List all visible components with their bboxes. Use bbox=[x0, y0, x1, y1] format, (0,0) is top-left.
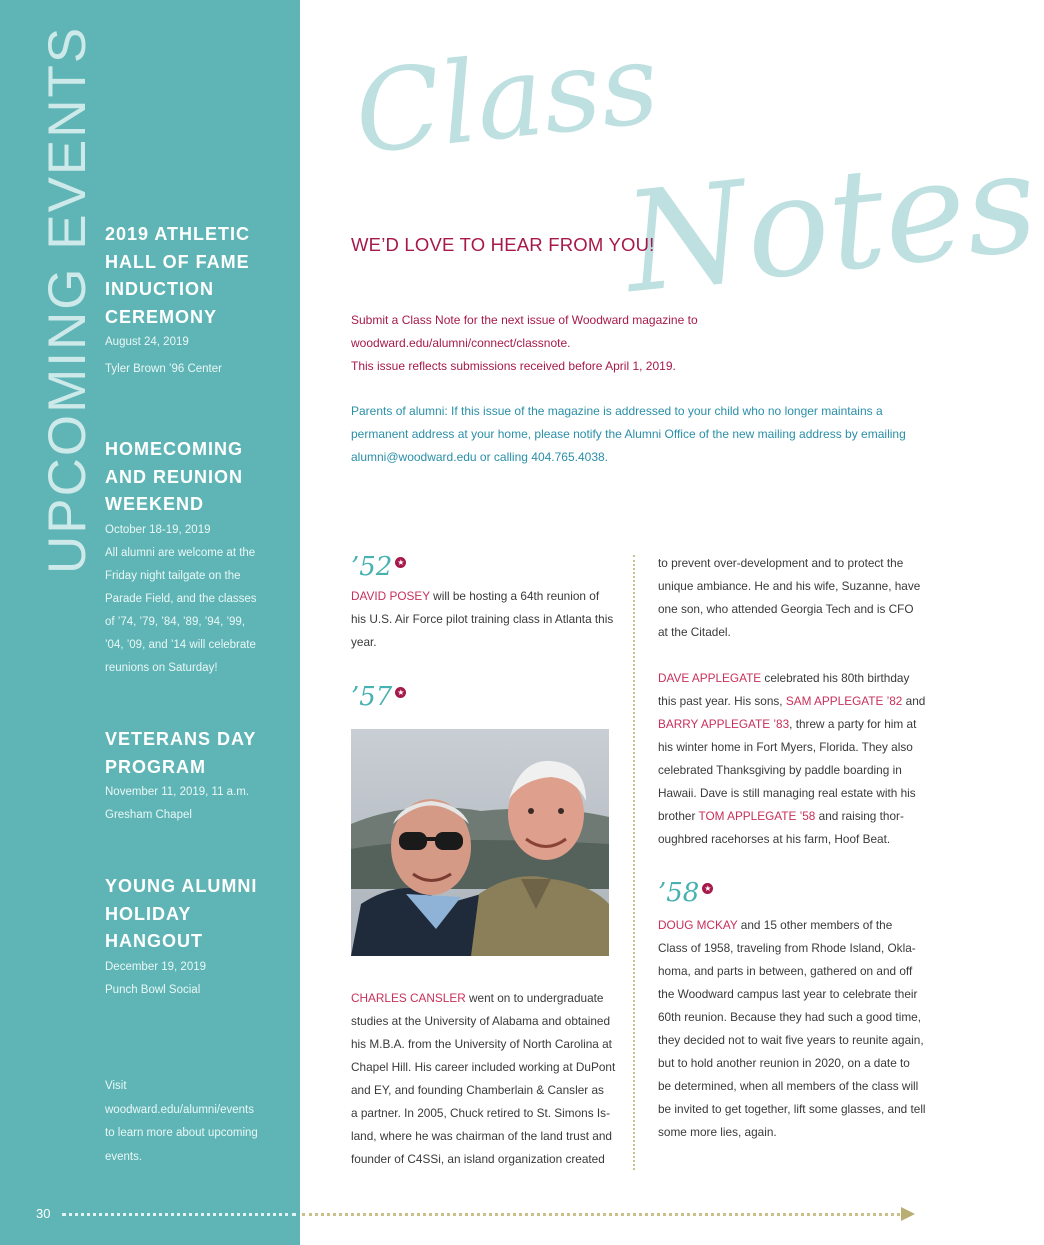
note-line: oughbred racehorses at his farm, Hoof Beat. bbox=[658, 832, 891, 846]
note-58 bbox=[658, 914, 938, 1144]
page-headline: WE’D LOVE TO HEAR FROM YOU! bbox=[351, 234, 655, 255]
note-line: at the Citadel. bbox=[658, 625, 731, 639]
event-detail: reunions on Saturday! bbox=[105, 661, 218, 674]
parents-line: alumni@woodward.edu or calling 404.765.4038. bbox=[351, 450, 609, 464]
year-label: ’52 bbox=[351, 552, 393, 582]
note-line: 60th reunion. Because they had such a good time, bbox=[658, 1010, 921, 1024]
year-label: ’57 bbox=[351, 682, 393, 712]
note-line bbox=[658, 914, 938, 937]
event-title-line: WEEKEND bbox=[105, 494, 205, 514]
event-title-line: HOMECOMING bbox=[105, 439, 243, 459]
event-title bbox=[105, 436, 285, 519]
photo-image bbox=[351, 729, 609, 956]
event-location: Gresham Chapel bbox=[105, 809, 192, 821]
note-line: the Woodward campus last year to celebrate their bbox=[658, 987, 918, 1001]
visit-line: events. bbox=[105, 1150, 143, 1163]
class-year-52 bbox=[351, 552, 406, 582]
note-52 bbox=[351, 585, 621, 654]
note-line: Class of 1958, traveling from Rhode Island, Okla- bbox=[658, 941, 916, 955]
note-line: his M.B.A. from the University of North Carolina at bbox=[351, 1037, 612, 1051]
event-title bbox=[105, 726, 285, 781]
note-text: celebrated his 80th birthday bbox=[761, 671, 910, 685]
event-detail: Friday night tailgate on the bbox=[105, 569, 241, 582]
submit-line: Submit a Class Note for the next issue of Woodward magazine to bbox=[351, 313, 698, 327]
event-title bbox=[105, 873, 285, 956]
note-text: , threw a party for him at bbox=[789, 717, 917, 731]
note-line: one son, who attended Georgia Tech and is CFO bbox=[658, 602, 914, 616]
dotted-rule-left bbox=[62, 1213, 296, 1216]
event-date: October 18-19, 2019 bbox=[105, 523, 211, 536]
note-line: year. bbox=[351, 635, 377, 649]
note-line: unique ambiance. He and his wife, Suzanne, have bbox=[658, 579, 921, 593]
visit-line: Visit bbox=[105, 1080, 127, 1092]
parents-notice bbox=[351, 400, 926, 469]
note-line: founder of C4SSi, an island organization created bbox=[351, 1152, 605, 1166]
note-text: brother bbox=[658, 809, 699, 823]
sidebar bbox=[0, 0, 300, 1245]
note-line: they decided not to wait five years to reunite again, bbox=[658, 1033, 924, 1047]
alumni-name: DOUG MCKAY bbox=[658, 918, 738, 932]
page-number: 30 bbox=[36, 1206, 51, 1221]
event-detail: ’04, ’09, and ’14 will celebrate bbox=[105, 638, 256, 651]
dotted-rule-right bbox=[302, 1213, 900, 1216]
note-text: will be hosting a 64th reunion of bbox=[429, 589, 600, 603]
classnote-link[interactable]: woodward.edu/alumni/connect/classnote. bbox=[351, 336, 571, 350]
note-text: went on to undergraduate bbox=[465, 991, 604, 1005]
submit-instructions bbox=[351, 309, 911, 378]
class-year-57 bbox=[351, 682, 406, 712]
event-hall-of-fame bbox=[105, 221, 285, 381]
note-applegate bbox=[658, 667, 933, 851]
note-line bbox=[351, 585, 621, 608]
note-text: and bbox=[902, 694, 926, 708]
events-link[interactable]: woodward.edu/alumni/events bbox=[105, 1103, 254, 1116]
note-line: be determined, when all members of the class will bbox=[658, 1079, 919, 1093]
note-line bbox=[658, 667, 933, 690]
event-title-line: INDUCTION bbox=[105, 279, 214, 299]
alumni-name: BARRY APPLEGATE ’83 bbox=[658, 717, 790, 731]
visit-note bbox=[105, 1075, 285, 1169]
alumni-photo bbox=[351, 729, 609, 956]
note-line: studies at the University of Alabama and obtained bbox=[351, 1014, 611, 1028]
year-label: ’58 bbox=[658, 878, 700, 908]
note-text: this past year. His sons, bbox=[658, 694, 786, 708]
star-icon: ★ bbox=[397, 558, 405, 568]
star-icon: ★ bbox=[704, 884, 712, 894]
note-line: Hawaii. Dave is still managing real estate with his bbox=[658, 786, 916, 800]
event-detail: Parade Field, and the classes bbox=[105, 592, 257, 605]
event-title bbox=[105, 221, 285, 331]
event-veterans-day bbox=[105, 726, 285, 827]
note-line bbox=[658, 713, 933, 736]
note-line: to prevent over-development and to protect the bbox=[658, 556, 904, 570]
note-line: celebrated Thanksgiving by paddle boarding in bbox=[658, 763, 902, 777]
event-title-line: 2019 ATHLETIC bbox=[105, 224, 251, 244]
note-line: and EY, and founding Chamberlain & Cansler as bbox=[351, 1083, 604, 1097]
event-location: Tyler Brown ’96 Center bbox=[105, 363, 222, 375]
note-line: but to hold another reunion in 2020, on a date to bbox=[658, 1056, 910, 1070]
class-year-58 bbox=[658, 878, 713, 908]
note-line bbox=[658, 805, 933, 828]
alumni-name: CHARLES CANSLER bbox=[351, 991, 466, 1005]
note-text: and raising thor- bbox=[815, 809, 904, 823]
note-line bbox=[351, 987, 626, 1010]
event-detail: of ’74, ’79, ’84, ’89, ’94, ’99, bbox=[105, 615, 246, 628]
event-title-line: HANGOUT bbox=[105, 931, 203, 951]
note-57-continued bbox=[658, 552, 933, 644]
note-line bbox=[658, 690, 933, 713]
event-title-line: CEREMONY bbox=[105, 306, 218, 327]
event-date: December 19, 2019 bbox=[105, 960, 207, 973]
sidebar-vertical-title: UPCOMING EVENTS bbox=[38, 25, 97, 574]
alumni-name: DAVID POSEY bbox=[351, 589, 430, 603]
script-heading-notes: Notes bbox=[617, 120, 1044, 325]
note-line: land, where he was chairman of the land trust and bbox=[351, 1129, 612, 1143]
note-line: his winter home in Fort Myers, Florida. They also bbox=[658, 740, 913, 754]
event-title-line: HALL OF FAME bbox=[105, 251, 250, 272]
note-line: a partner. In 2005, Chuck retired to St. Simons Is- bbox=[351, 1106, 611, 1120]
script-heading-class: Class bbox=[349, 18, 665, 180]
alumni-name: TOM APPLEGATE ’58 bbox=[698, 809, 816, 823]
submit-line: This issue reflects submissions received before April 1, 2019. bbox=[351, 359, 676, 373]
event-title-line: HOLIDAY bbox=[105, 903, 192, 924]
parents-line: Parents of alumni: If this issue of the magazine is addressed to your child who no longer maintains a bbox=[351, 404, 883, 418]
event-detail: All alumni are welcome at the bbox=[105, 546, 256, 559]
event-location: Punch Bowl Social bbox=[105, 983, 201, 996]
note-line: homa, and parts in between, gathered on and off bbox=[658, 964, 913, 978]
column-divider bbox=[633, 555, 635, 1170]
parents-line: permanent address at your home, please notify the Alumni Office of the new mailing address by emailing bbox=[351, 427, 906, 441]
alumni-name: DAVE APPLEGATE bbox=[658, 671, 762, 685]
event-date: November 11, 2019, 11 a.m. bbox=[105, 786, 250, 798]
event-homecoming bbox=[105, 436, 285, 680]
note-line: be invited to get together, lift some glasses, and tell bbox=[658, 1102, 926, 1116]
event-title-line: AND REUNION bbox=[105, 466, 244, 487]
arrow-right-icon bbox=[901, 1207, 915, 1221]
event-date: August 24, 2019 bbox=[105, 336, 189, 348]
event-young-alumni bbox=[105, 873, 285, 1002]
visit-line: to learn more about upcoming bbox=[105, 1127, 258, 1139]
note-line: his U.S. Air Force pilot training class in Atlanta this bbox=[351, 612, 614, 626]
star-icon: ★ bbox=[397, 688, 405, 698]
alumni-name: SAM APPLEGATE ’82 bbox=[785, 694, 903, 708]
event-title-line: VETERANS DAY bbox=[105, 729, 257, 749]
note-line: some more lies, again. bbox=[658, 1125, 777, 1139]
note-text: and 15 other members of the bbox=[737, 918, 893, 932]
event-title-line: PROGRAM bbox=[105, 756, 206, 777]
note-57 bbox=[351, 987, 626, 1171]
note-line: Chapel Hill. His career included working at DuPont bbox=[351, 1060, 616, 1074]
event-title-line: YOUNG ALUMNI bbox=[105, 876, 258, 896]
